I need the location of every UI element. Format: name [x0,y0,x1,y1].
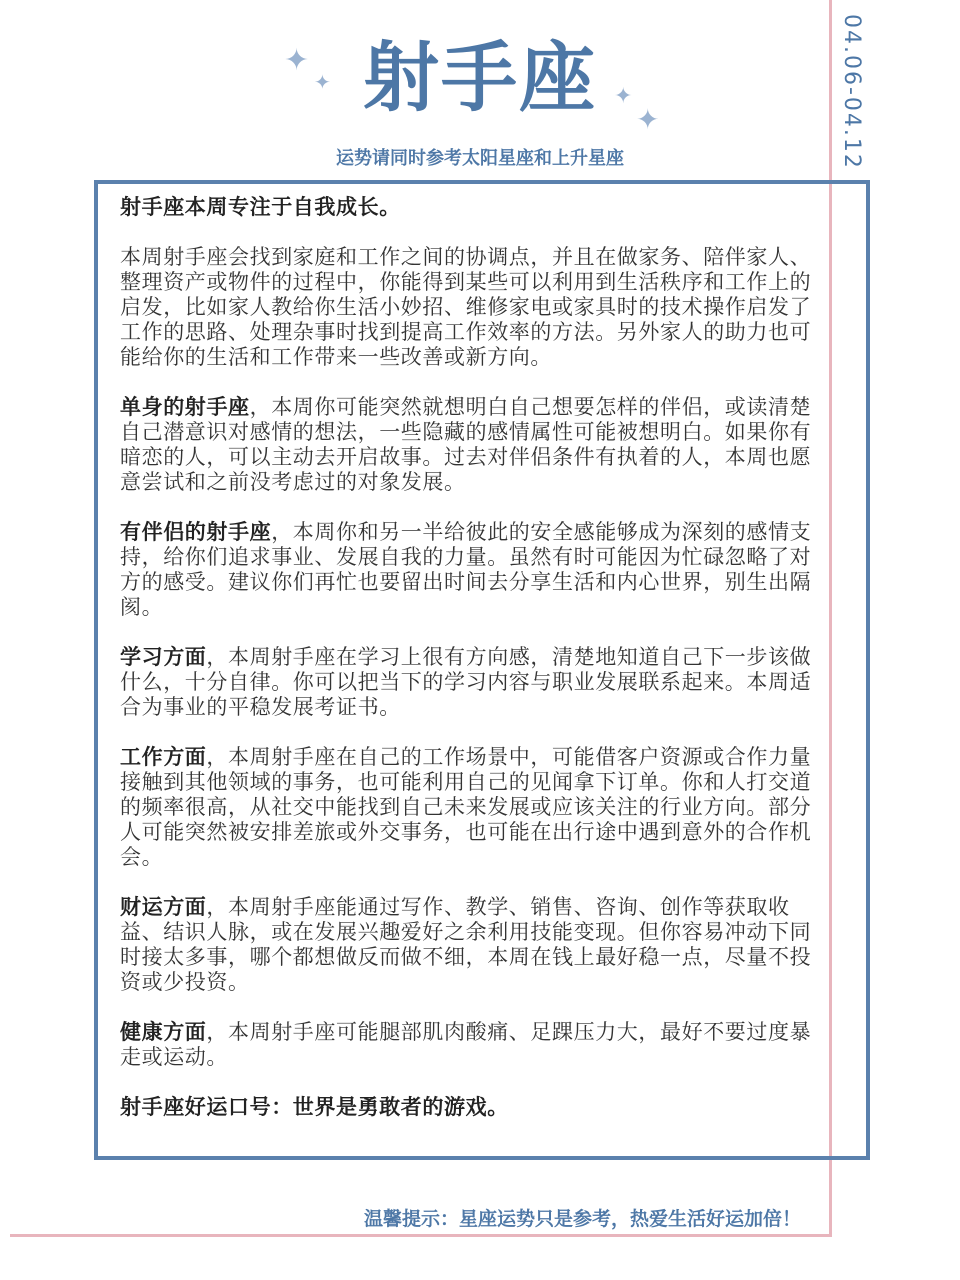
section-text: ，本周射手座在学习上很有方向感，清楚地知道自己下一步该做什么，十分自律。你可以把当下的学习内容与职业发展联系起来。本周适合为事业的平稳发展考证书。 [120,645,812,719]
date-range-label: 04.06-04.12 [839,14,864,170]
slogan-text: 射手座好运口号：世界是勇敢者的游戏。 [120,1095,509,1119]
intro-text: 射手座本周专注于自我成长。 [120,195,401,219]
section-text: ，本周射手座能通过写作、教学、销售、咨询、创作等获取收益、结识人脉，或在发展兴趣爱好之余利用技能变现。但你容易冲动下同时接太多事，哪个都想做反而做不细，本周在钱上最好稳一点，尽量不投资或少投资。 [120,895,812,994]
section-heading: 有伴侣的射手座 [120,520,272,544]
section-health [120,1020,820,1070]
section-single [120,395,820,495]
section-heading: 单身的射手座 [120,395,250,419]
section-heading: 健康方面 [120,1020,207,1044]
section-partnered [120,520,820,620]
sparkle-icon: ✦ [284,43,310,78]
section-heading: 财运方面 [120,895,207,919]
section-wealth [120,895,820,995]
slogan-paragraph [120,1095,820,1120]
section-heading: 工作方面 [120,745,207,769]
overview-paragraph: 本周射手座会找到家庭和工作之间的协调点，并且在做家务、陪伴家人、整理资产或物件的过程中，你能得到某些可以利用到生活秩序和工作上的启发，比如家人教给你生活小妙招、维修家电或家具时的技术操作启发了工作的思路、处理杂事时找到提高工作效率的方法。另外家人的助力也可能给你的生活和工作带来一些改善或新方向。 [120,245,812,369]
intro-paragraph [120,195,820,220]
section-text: ，本周射手座可能腿部肌肉酸痛、足踝压力大，最好不要过度暴走或运动。 [120,1020,812,1069]
footer-tip: 温馨提示：星座运势只是参考，热爱生活好运加倍！ [364,1208,802,1230]
sparkle-icon: ✦ [614,84,633,109]
section-study [120,645,820,720]
horoscope-content [120,195,820,1145]
section-text: ，本周射手座在自己的工作场景中，可能借客户资源或合作力量接触到其他领域的事务，也可能利用自己的见闻拿下订单。你和人打交道的频率很高，从社交中能找到自己未来发展或应该关注的行业方向。部分人可能突然被安排差旅或外交事务，也可能在出行途中遇到意外的合作机会。 [120,745,812,869]
pink-frame-horizontal-line [10,1234,832,1237]
page-title: 射手座 [363,33,597,122]
section-text: ，本周你可能突然就想明白自己想要怎样的伴侣，或读清楚自己潜意识对感情的想法，一些隐藏的感情属性可能被想明白。如果你有暗恋的人，可以主动去开启故事。过去对伴侣条件有执着的人，本周也愿意尝试和之前没考虑过的对象发展。 [120,395,812,494]
sparkle-icon: ✦ [636,103,660,136]
section-work [120,745,820,870]
section-heading: 学习方面 [120,645,207,669]
page-subtitle: 运势请同时参考太阳星座和上升星座 [336,148,624,169]
sparkle-icon: ✦ [314,70,331,94]
section-text: ，本周你和另一半给彼此的安全感能够成为深刻的感情支持，给你们追求事业、发展自我的力量。虽然有时可能因为忙碌忽略了对方的感受。建议你们再忙也要留出时间去分享生活和内心世界，别生出隔阂。 [120,520,812,619]
